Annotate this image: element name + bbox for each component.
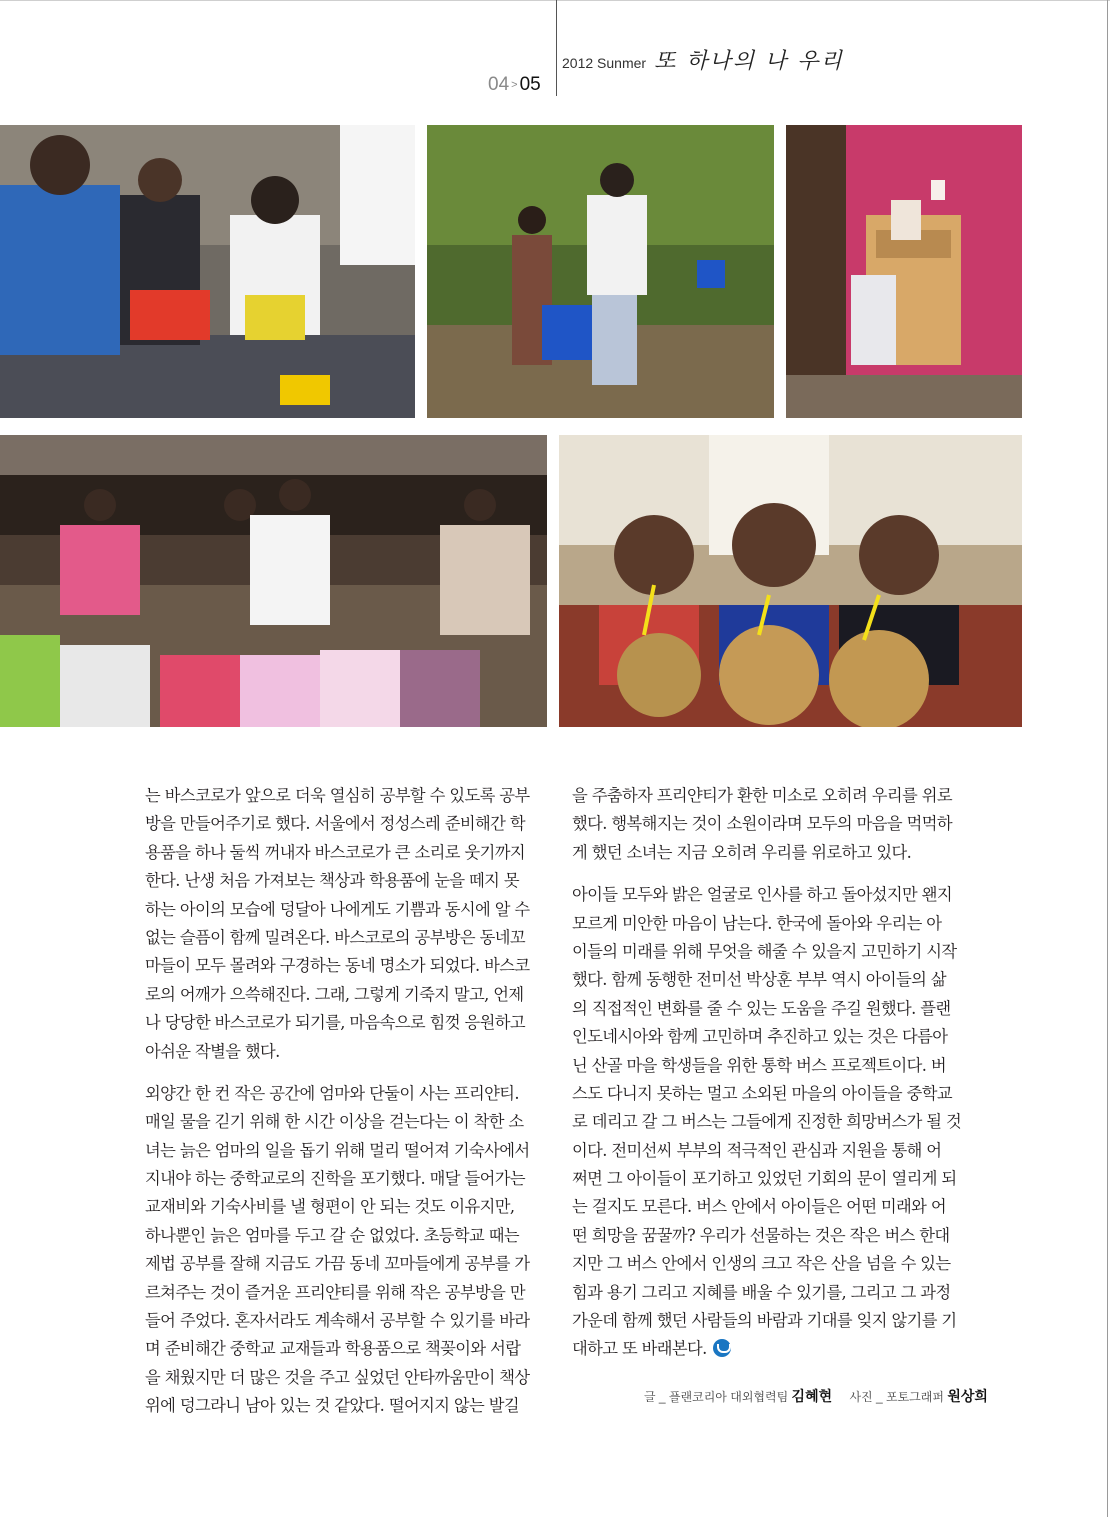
text-line: 했다. 행복해지는 것이 소원이라며 모두의 마음을 먹먹하 xyxy=(572,814,952,834)
text-line: 로 데리고 갈 그 버스는 그들에게 진정한 희망버스가 될 것 xyxy=(572,1112,962,1132)
writer-label: 글 _ 플랜코리아 대외협력팀 xyxy=(644,1390,789,1404)
paragraph-consolation xyxy=(572,782,986,867)
text-line: 매일 물을 긷기 위해 한 시간 이상을 걷는다는 이 착한 소 xyxy=(145,1112,524,1132)
text-line: 게 했던 소녀는 지금 오히려 우리를 위로하고 있다. xyxy=(572,842,912,862)
photographer-name: 원상희 xyxy=(947,1388,988,1404)
text-line: 이다. 전미선씨 부부의 적극적인 관심과 지원을 통해 어 xyxy=(572,1140,942,1160)
text-line: 힘과 용기 그리고 지혜를 배울 수 있기를, 그리고 그 과정 xyxy=(572,1282,951,1302)
text-line: 아이들 모두와 밝은 얼굴로 인사를 하고 돌아섰지만 왠지 xyxy=(572,885,952,905)
text-line: 한다. 난생 처음 가져보는 책상과 학용품에 눈을 떼지 못 xyxy=(145,871,519,891)
text-line: 없는 슬픔이 함께 밀려온다. 바스코로의 공부방은 동네꼬 xyxy=(145,927,525,947)
plan-logo-icon xyxy=(713,1339,731,1357)
text-line: 떤 희망을 꿈꿀까? 우리가 선물하는 것은 작은 버스 한대 xyxy=(572,1225,950,1245)
text-line: 방을 만들어주기로 했다. 서울에서 정성스레 준비해간 학 xyxy=(145,814,525,834)
series-title: 또 하나의 나 우리 xyxy=(654,49,844,74)
text-line: 르쳐주는 것이 즐거운 프리얀티를 위해 작은 공부방을 만 xyxy=(145,1282,525,1302)
right-column xyxy=(572,782,986,1364)
paragraph-priyanti xyxy=(145,1080,559,1421)
text-line: 는 걸지도 모른다. 버스 안에서 아이들은 어떤 미래와 어 xyxy=(572,1197,946,1217)
photo-label: 사진 _ 포토그래퍼 xyxy=(849,1390,944,1404)
text-line: 위에 덩그라니 남아 있는 것 같았다. 떨어지지 않는 발길 xyxy=(145,1396,519,1416)
issue-label: 2012 Sunmer xyxy=(562,55,647,71)
photo-volunteer-giving-shoes xyxy=(0,125,415,418)
text-line: 했다. 함께 동행한 전미선 박상훈 부부 역시 아이들의 삶 xyxy=(572,970,946,990)
text-line: 닌 산골 마을 학생들을 위한 통학 버스 프로젝트이다. 버 xyxy=(572,1055,946,1075)
text-line: 하나뿐인 늙은 엄마를 두고 갈 순 없었다. 초등학교 때는 xyxy=(145,1225,519,1245)
last-line-text: 대하고 또 바래본다. xyxy=(572,1339,707,1359)
left-column xyxy=(145,782,559,1421)
writer-name: 김혜현 xyxy=(791,1388,833,1404)
text-line: 모르게 미안한 마음이 남는다. 한국에 돌아와 우리는 아 xyxy=(572,913,942,933)
text-line: 는 바스코로가 앞으로 더욱 열심히 공부할 수 있도록 공부 xyxy=(145,786,530,805)
text-line: 나 당당한 바스코로가 되기를, 마음속으로 힘껏 응원하고 xyxy=(145,1013,525,1033)
text-line: 하는 아이의 모습에 덩달아 나에게도 기쁨과 동시에 알 수 xyxy=(145,899,530,919)
text-line: 마들이 모두 몰려와 구경하는 동네 명소가 되었다. 바스코 xyxy=(145,956,530,976)
running-header xyxy=(562,44,844,74)
text-line: 며 준비해간 중학교 교재들과 학용품으로 책꽂이와 서랍 xyxy=(145,1339,521,1359)
text-line: 의 직접적인 변화를 줄 수 있는 도움을 주길 원했다. 플랜 xyxy=(572,998,951,1018)
paragraph-bus-project xyxy=(572,881,986,1364)
photo-study-desk-pink-room xyxy=(786,125,1022,418)
text-line: 을 주춤하자 프리얀티가 환한 미소로 오히려 우리를 위로 xyxy=(572,786,952,805)
page-arrow: > xyxy=(511,79,518,91)
photo-carrying-water-buckets xyxy=(427,125,774,418)
header-divider xyxy=(556,0,557,96)
paragraph-bascoro xyxy=(145,782,559,1066)
top-border xyxy=(0,0,1110,1)
article-credit xyxy=(644,1386,988,1406)
text-line: 인도네시아와 함께 고민하며 추진하고 있는 것은 다름아 xyxy=(572,1027,948,1047)
right-border xyxy=(1107,0,1108,1517)
paragraph-gap xyxy=(572,867,986,881)
text-line: 교재비와 기숙사비를 낼 형편이 안 되는 것도 이유지만, xyxy=(145,1197,515,1217)
text-line: 스도 다니지 못하는 멀고 소외된 마을의 아이들을 중학교 xyxy=(572,1083,952,1103)
text-line: 을 채웠지만 더 많은 것을 주고 싶었던 안타까움만이 책상 xyxy=(145,1367,530,1387)
text-line: 들어 주었다. 혼자서라도 계속해서 공부할 수 있기를 바라 xyxy=(145,1311,530,1331)
text-line-last xyxy=(572,1335,986,1363)
text-line: 로의 어깨가 으쓱해진다. 그래, 그렇게 기죽지 말고, 언제 xyxy=(145,984,524,1004)
paragraph-gap xyxy=(145,1066,559,1080)
text-line: 외양간 한 컨 작은 공간에 엄마와 단둘이 사는 프리얀티. xyxy=(145,1083,519,1103)
text-line: 이들의 미래를 위해 무엇을 해줄 수 있을지 고민하기 시작 xyxy=(572,941,957,961)
photo-village-group xyxy=(0,435,547,727)
text-line: 가운데 함께 했던 사람들의 바람과 기대를 잊지 않기를 기 xyxy=(572,1311,957,1331)
page-number-left: 04 xyxy=(488,74,510,95)
text-line: 쩌면 그 아이들이 포기하고 있었던 기회의 문이 열리게 되 xyxy=(572,1169,957,1189)
text-line: 녀는 늙은 엄마의 일을 돕기 위해 멀리 떨어져 기숙사에서 xyxy=(145,1140,530,1160)
page-number-right: 05 xyxy=(519,74,541,95)
text-line: 지만 그 버스 안에서 인생의 크고 작은 산을 넘을 수 있는 xyxy=(572,1254,951,1274)
text-line: 제법 공부를 잘해 지금도 가끔 동네 꼬마들에게 공부를 가 xyxy=(145,1254,530,1274)
photo-boys-drinking-coconut xyxy=(559,435,1022,727)
text-line: 아쉬운 작별을 했다. xyxy=(145,1041,280,1061)
text-line: 용품을 하나 둘씩 꺼내자 바스코로가 큰 소리로 웃기까지 xyxy=(145,842,525,862)
page-numbers xyxy=(488,74,541,96)
text-line: 지내야 하는 중학교로의 진학을 포기했다. 매달 들어가는 xyxy=(145,1169,525,1189)
